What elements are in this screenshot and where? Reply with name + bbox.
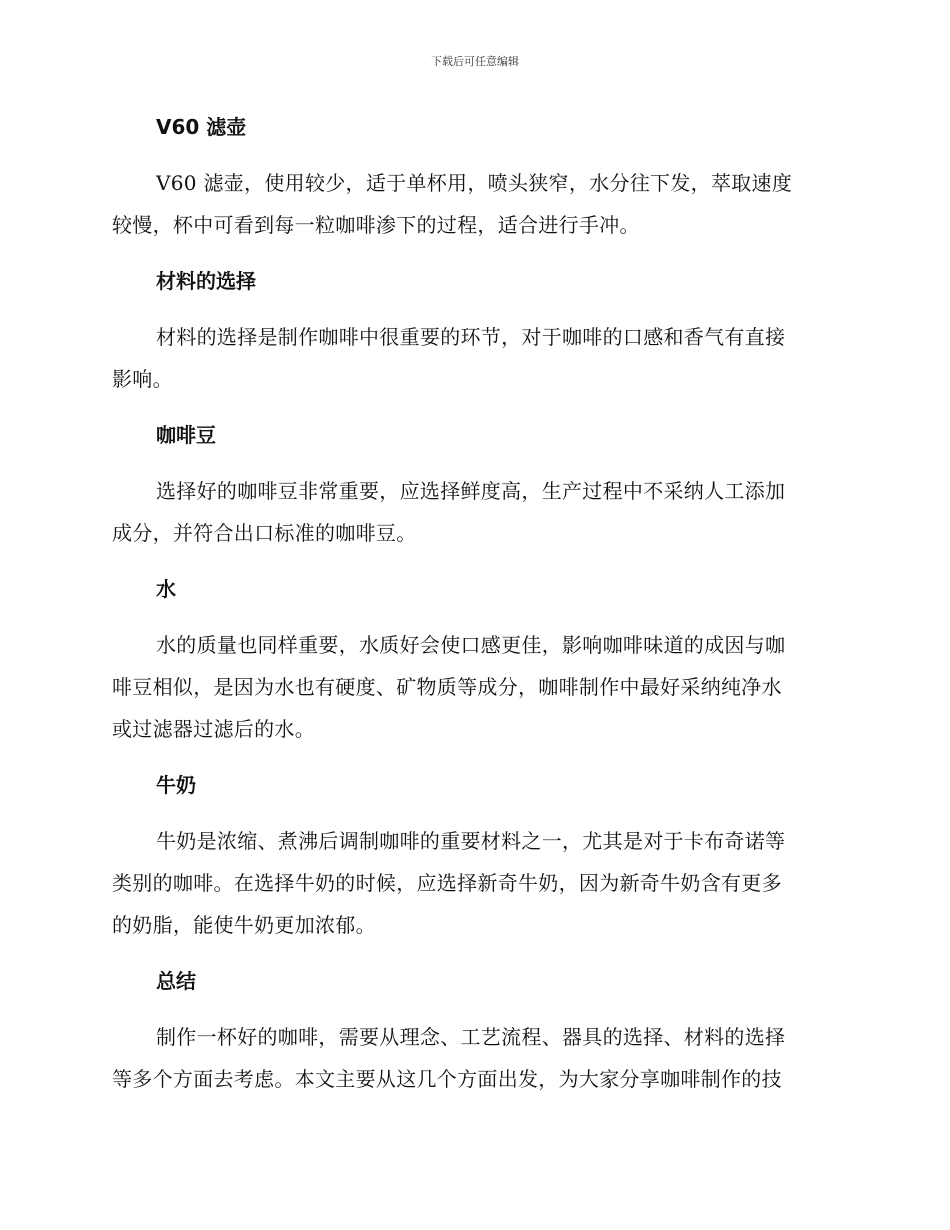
paragraph-line: V60 滤壶，使用较少，适于单杯用，喷头狭窄，水分往下发，萃取速度 (156, 171, 793, 195)
section-milk (112, 766, 832, 962)
section-heading: 总结 (156, 969, 196, 993)
section-paragraph (112, 316, 832, 400)
paragraph-line: 类别的咖啡。在选择牛奶的时候，应选择新奇牛奶，因为新奇牛奶含有更多 (112, 871, 782, 895)
section-summary (112, 962, 832, 1100)
section-heading: V60 滤壶 (156, 115, 247, 139)
paragraph-line: 影响。 (112, 367, 173, 391)
section-materials (112, 262, 832, 416)
paragraph-line: 牛奶是浓缩、煮沸后调制咖啡的重要材料之一，尤其是对于卡布奇诺等 (156, 829, 786, 853)
section-v60 (112, 108, 832, 262)
paragraph-line: 或过滤器过滤后的水。 (112, 717, 315, 741)
paragraph-line: 制作一杯好的咖啡，需要从理念、工艺流程、器具的选择、材料的选择 (156, 1025, 786, 1049)
paragraph-line: 选择好的咖啡豆非常重要，应选择鲜度高，生产过程中不采纳人工添加 (156, 479, 786, 503)
paragraph-line: 较慢，杯中可看到每一粒咖啡渗下的过程，适合进行手冲。 (112, 213, 640, 237)
section-coffee-beans (112, 416, 832, 570)
section-water (112, 570, 832, 766)
section-paragraph (112, 162, 832, 246)
document-body (112, 108, 832, 1100)
paragraph-line: 等多个方面去考虑。本文主要从这几个方面出发，为大家分享咖啡制作的技 (112, 1067, 782, 1091)
paragraph-line: 的奶脂，能使牛奶更加浓郁。 (112, 913, 376, 937)
paragraph-line: 成分，并符合出口标准的咖啡豆。 (112, 521, 417, 545)
page-header: 下载后可任意编辑 (431, 55, 519, 68)
section-heading: 牛奶 (156, 773, 196, 797)
section-heading: 材料的选择 (156, 269, 256, 293)
paragraph-line: 啡豆相似，是因为水也有硬度、矿物质等成分，咖啡制作中最好采纳纯净水 (112, 675, 782, 699)
section-paragraph (112, 624, 832, 750)
section-paragraph (112, 820, 832, 946)
paragraph-line: 材料的选择是制作咖啡中很重要的环节，对于咖啡的口感和香气有直接 (156, 325, 786, 349)
paragraph-line: 水的质量也同样重要，水质好会使口感更佳，影响咖啡味道的成因与咖 (156, 633, 786, 657)
section-paragraph (112, 470, 832, 554)
section-heading: 咖啡豆 (156, 423, 216, 447)
section-heading: 水 (156, 577, 176, 601)
section-paragraph (112, 1016, 832, 1100)
